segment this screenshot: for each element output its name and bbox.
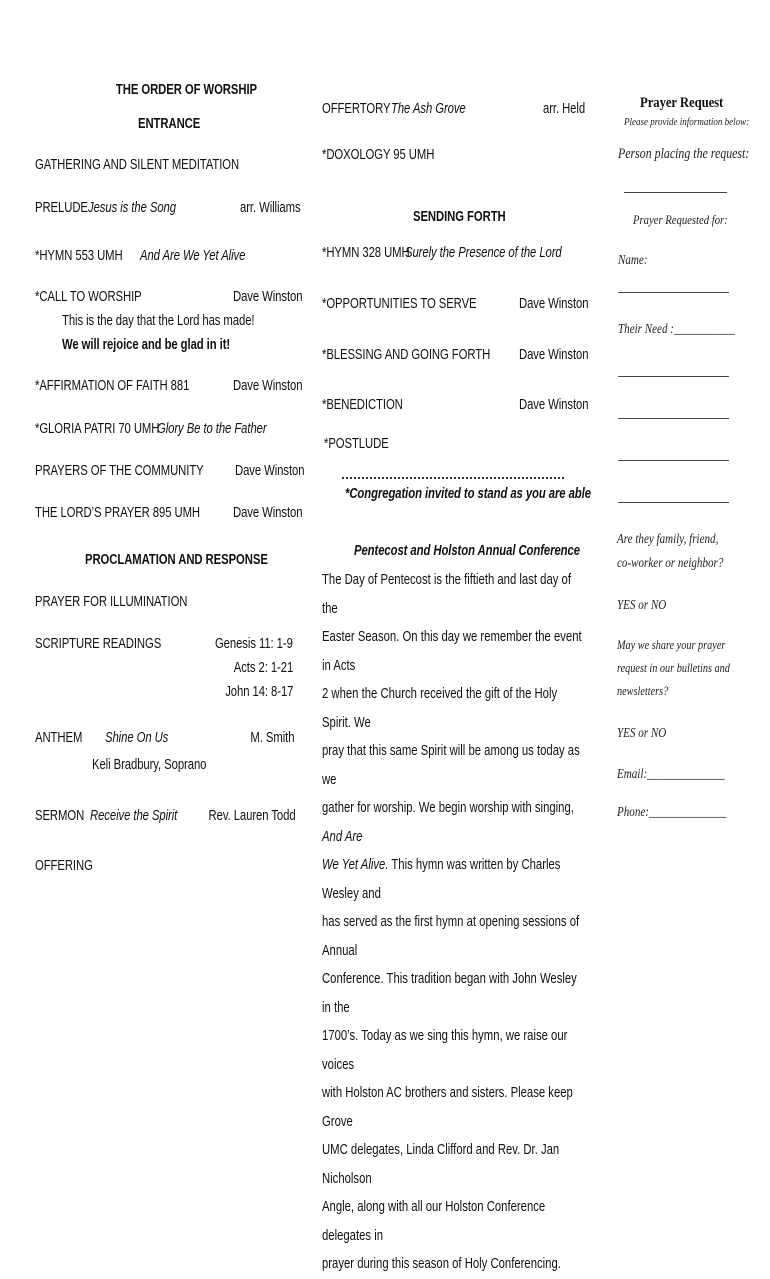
call-to-worship-line-1: This is the day that the Lord has made! [62, 313, 255, 329]
anthem-credit: M. Smith [250, 730, 294, 746]
share-question-line-3: newsletters? [617, 684, 669, 698]
prelude-title: Jesus is the Song [88, 200, 176, 216]
prayer-request-title: Prayer Request [640, 95, 724, 111]
sending-forth-heading: SENDING FORTH [413, 209, 506, 225]
pentecost-line: Angle, along with all our Holston Conference delegates in [322, 1199, 546, 1244]
scripture-ref-3: John 14: 8-17 [224, 684, 293, 700]
pentecost-line: The Day of Pentecost is the fiftieth and last day of the [322, 572, 571, 617]
hymn-553-label: *HYMN 553 UMH [35, 248, 123, 264]
offertory-credit: arr. Held [543, 101, 586, 117]
scripture-ref-2: Acts 2: 1-21 [233, 660, 293, 676]
prelude-credit: arr. Williams [240, 200, 301, 216]
dotted-divider [342, 477, 564, 479]
pentecost-line: prayer during this season of Holy Conferencing. [322, 1256, 561, 1272]
blessing-leader: Dave Winston [519, 347, 589, 363]
prayers-leader: Dave Winston [235, 463, 305, 479]
prelude-label: PRELUDE [35, 200, 88, 216]
scripture-ref-1: Genesis 11: 1-9 [215, 636, 293, 652]
anthem-label: ANTHEM [35, 730, 83, 746]
pentecost-line-text: This hymn was written by Charles Wesley and [322, 857, 561, 902]
call-to-worship-line-2: We will rejoice and be glad in it! [62, 337, 231, 353]
pentecost-line: 2 when the Church received the gift of the Holy Spirit. We [322, 686, 558, 731]
pentecost-line-text: gather for worship. We begin worship with singing, [322, 800, 574, 816]
pentecost-line: pray that this same Spirit will be among us today as we [322, 743, 580, 788]
blessing-label: *BLESSING AND GOING FORTH [322, 347, 491, 363]
anthem-soloist: Keli Bradbury, Soprano [92, 757, 207, 773]
share-question-line-1: May we share your prayer [617, 638, 726, 652]
pentecost-line: UMC delegates, Linda Clifford and Rev. Dr. Jan Nicholson [322, 1142, 560, 1187]
opportunities-leader: Dave Winston [519, 296, 589, 312]
gloria-label: *GLORIA PATRI 70 UMH [35, 421, 160, 437]
hymn-title-inline: We Yet Alive. [322, 857, 389, 873]
hymn-553-title: And Are We Yet Alive [140, 248, 246, 264]
hymn-328-label: *HYMN 328 UMH [322, 245, 410, 261]
yes-no-choice-1[interactable]: YES or NO [617, 597, 667, 612]
pentecost-line [322, 851, 587, 908]
postlude-item: *POSTLUDE [324, 436, 389, 452]
prayer-requested-for-label: Prayer Requested for: [633, 212, 728, 227]
name-field[interactable] [618, 292, 729, 293]
their-need-field[interactable]: Their Need :___________ [618, 321, 735, 336]
page-title: THE ORDER OF WORSHIP [115, 82, 257, 98]
share-question-line-2: request in our bulletins and [617, 661, 730, 675]
call-to-worship-label: *CALL TO WORSHIP [35, 289, 142, 305]
affirmation-leader: Dave Winston [233, 378, 303, 394]
prayer-request-subtitle: Please provide information below: [624, 116, 750, 128]
sermon-preacher: Rev. Lauren Todd [209, 808, 296, 824]
pentecost-line: has served as the first hymn at opening sessions of Annual [322, 914, 580, 959]
relationship-question-line-1: Are they family, friend, [617, 531, 719, 546]
relationship-question-line-2: co-worker or neighbor? [617, 555, 724, 570]
prayers-label: PRAYERS OF THE COMMUNITY [35, 463, 204, 479]
doxology-item: *DOXOLOGY 95 UMH [322, 147, 435, 163]
entrance-heading: ENTRANCE [138, 116, 201, 132]
gathering-item: GATHERING AND SILENT MEDITATION [35, 157, 240, 173]
name-label: Name: [618, 252, 648, 267]
phone-field[interactable]: Phone:______________ [617, 804, 727, 819]
need-field-line[interactable] [618, 502, 729, 503]
pentecost-title: Pentecost and Holston Annual Conference [354, 543, 580, 559]
pentecost-paragraph [322, 566, 587, 1279]
person-placing-label: Person placing the request: [618, 146, 750, 162]
anthem-title: Shine On Us [105, 730, 169, 746]
lords-prayer-leader: Dave Winston [233, 505, 303, 521]
offertory-title: The Ash Grove [391, 101, 466, 117]
scripture-label: SCRIPTURE READINGS [35, 636, 162, 652]
yes-no-choice-2[interactable]: YES or NO [617, 725, 667, 740]
proclamation-heading: PROCLAMATION AND RESPONSE [85, 552, 268, 568]
pentecost-line: with Holston AC brothers and sisters. Please keep Grove [322, 1085, 573, 1130]
affirmation-label: *AFFIRMATION OF FAITH 881 [35, 378, 190, 394]
offertory-label: OFFERTORY [322, 101, 391, 117]
illumination-item: PRAYER FOR ILLUMINATION [35, 594, 188, 610]
sermon-label: SERMON [35, 808, 85, 824]
opportunities-label: *OPPORTUNITIES TO SERVE [322, 296, 477, 312]
benediction-leader: Dave Winston [519, 397, 589, 413]
lords-prayer-label: THE LORD’S PRAYER 895 UMH [35, 505, 201, 521]
stand-note: *Congregation invited to stand as you are able [345, 486, 591, 502]
call-to-worship-leader: Dave Winston [233, 289, 303, 305]
pentecost-line: Easter Season. On this day we remember the event in Acts [322, 629, 582, 674]
need-field-line[interactable] [618, 418, 729, 419]
pentecost-line: 1700’s. Today as we sing this hymn, we raise our voices [322, 1028, 568, 1073]
need-field-line[interactable] [618, 460, 729, 461]
benediction-label: *BENEDICTION [322, 397, 403, 413]
pentecost-line: Conference. This tradition began with John Wesley in the [322, 971, 577, 1016]
sermon-title: Receive the Spirit [90, 808, 178, 824]
pentecost-line [322, 794, 587, 851]
offering-item: OFFERING [35, 858, 93, 874]
email-field[interactable]: Email:______________ [617, 766, 725, 781]
hymn-title-inline: And Are [322, 828, 363, 845]
hymn-328-title: Surely the Presence of the Lord [405, 245, 562, 261]
gloria-title: Glory Be to the Father [157, 421, 267, 437]
person-placing-field[interactable] [624, 192, 727, 193]
need-field-line[interactable] [618, 376, 729, 377]
